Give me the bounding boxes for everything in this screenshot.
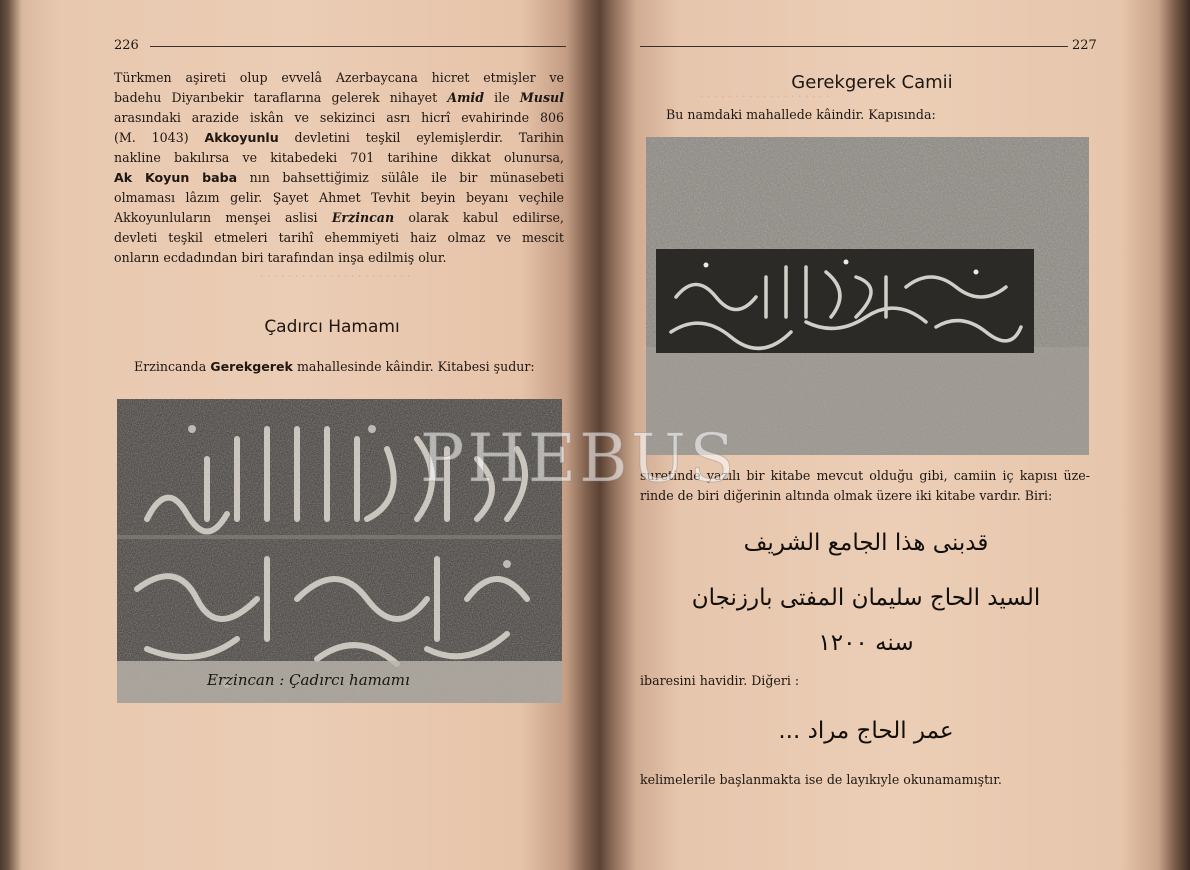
arabic-inscription-line: عمر الحاج مراد ... [778, 718, 954, 744]
section-heading: Çadırcı Hamamı [264, 317, 400, 337]
arabic-inscription-line: سنه ١٢٠٠ [818, 630, 914, 656]
text-line: Ak Koyun baba nın bahsettiğimiz sülâle ile bir münasebeti [114, 170, 564, 185]
text-line: Türkmen aşireti olup evvelâ Azerbaycana hicret etmişler ve [114, 70, 564, 85]
show-through-text: · · · · · · · · · · · · · · · · · · · [700, 90, 830, 103]
page-number: 226 [114, 38, 139, 53]
text-line: rinde de biri diğerinin altında olmak üzere iki kitabe vardır. Biri: [640, 488, 1053, 503]
text-line: Akkoyunluların menşei aslisi Erzincan olarak kabul edilirse, [114, 210, 564, 225]
body-line: ibaresini havidir. Diğeri : [640, 673, 800, 688]
text-line: olmaması lâzım gelir. Şayet Ahmet Tevhit beyin beyanı veçhile [114, 190, 564, 205]
header-rule [640, 46, 1068, 47]
arabic-inscription-line: السيد الحاج سليمان المفتى بارزنجان [691, 585, 1041, 611]
text-line: devleti teşkil etmeleri tarihî ehemmiyeti haiz olmaz ve mescit [114, 230, 564, 245]
body-paragraph [134, 357, 564, 377]
arabic-inscription-line: قدبنى هذا الجامع الشريف [743, 530, 989, 556]
body-line: kelimelerile başlanmakta ise de layıkıyle okunamamıştır. [640, 772, 1002, 787]
text-line: suretinde yazılı bir kitabe mevcut olduğu gibi, camiin iç kapısı üze- [640, 468, 1090, 483]
text-line: Erzincanda Gerekgerek mahallesinde kâindir. Kitabesi şudur: [134, 359, 535, 374]
photo-caption: Erzincan : Çadırcı hamamı [207, 671, 410, 689]
text-line: onların ecdadından biri tarafından inşa edilmiş olur. [114, 250, 447, 265]
text-line: nakline bakılırsa ve kitabedeki 701 tarihine dikkat olunursa, [114, 150, 564, 165]
text-line: arasındaki arazide iskân ve sekizinci asrı hicrî evahirinde 806 [114, 110, 564, 125]
show-through-text: · · · · · · · · · · · · · · · · · · · · · · [260, 270, 411, 283]
intro-line: Bu namdaki mahallede kâindir. Kapısında: [666, 107, 936, 122]
text-line: badehu Diyarıbekir taraflarına gelerek nihayet Amid ile Musul [114, 90, 564, 105]
watermark: PHEBUS [420, 420, 738, 497]
header-rule [150, 46, 566, 47]
section-heading: Gerekgerek Camii [791, 72, 953, 93]
page-number: 227 [1072, 38, 1097, 53]
inscription-photo [646, 137, 1089, 455]
text-line: (M. 1043) Akkoyunlu devletini teşkil eylemişlerdir. Tarihin [114, 130, 564, 145]
body-paragraph [114, 68, 564, 268]
